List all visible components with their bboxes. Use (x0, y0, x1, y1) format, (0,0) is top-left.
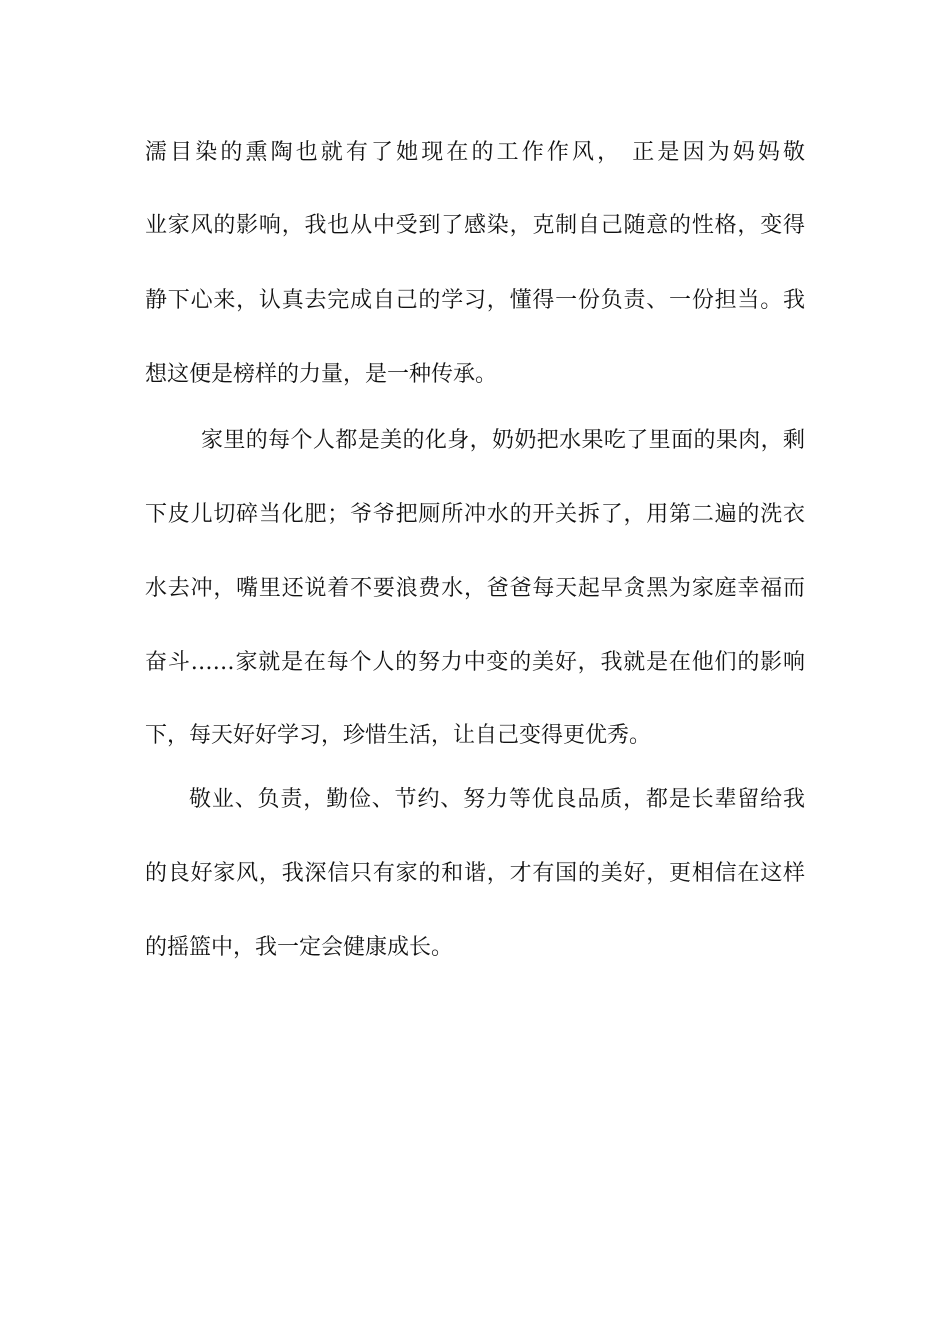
paragraph-3-line-1: 敬业、负责，勤俭、节约、努力等优良品质，都是长辈留给我 (189, 787, 805, 812)
paragraph-1-line-4: 想这便是榜样的力量，是一种传承。 (145, 362, 498, 387)
paragraph-2-line-4: 奋斗……家就是在每个人的努力中变的美好，我就是在他们的影响 (145, 650, 805, 675)
paragraph-1-line-2: 业家风的影响，我也从中受到了感染，克制自己随意的性格，变得 (145, 213, 805, 238)
paragraph-1-line-3: 静下心来，认真去完成自己的学习，懂得一份负责、一份担当。我 (145, 288, 805, 313)
paragraph-2-line-2: 下皮儿切碎当化肥；爷爷把厕所冲水的开关拆了，用第二遍的洗衣 (145, 502, 805, 527)
paragraph-2-line-5: 下，每天好好学习，珍惜生活，让自己变得更优秀。 (145, 723, 652, 748)
paragraph-2-line-3: 水去冲，嘴里还说着不要浪费水，爸爸每天起早贪黑为家庭幸福而 (145, 576, 805, 601)
paragraph-2-line-1: 家里的每个人都是美的化身，奶奶把水果吃了里面的果肉，剩 (201, 428, 805, 453)
paragraph-3-line-2: 的良好家风，我深信只有家的和谐，才有国的美好，更相信在这样 (145, 861, 805, 886)
paragraph-3-line-3: 的摇篮中，我一定会健康成长。 (145, 935, 454, 960)
paragraph-1-line-1: 濡目染的熏陶也就有了她现在的工作作风， 正是因为妈妈敬 (145, 140, 805, 165)
